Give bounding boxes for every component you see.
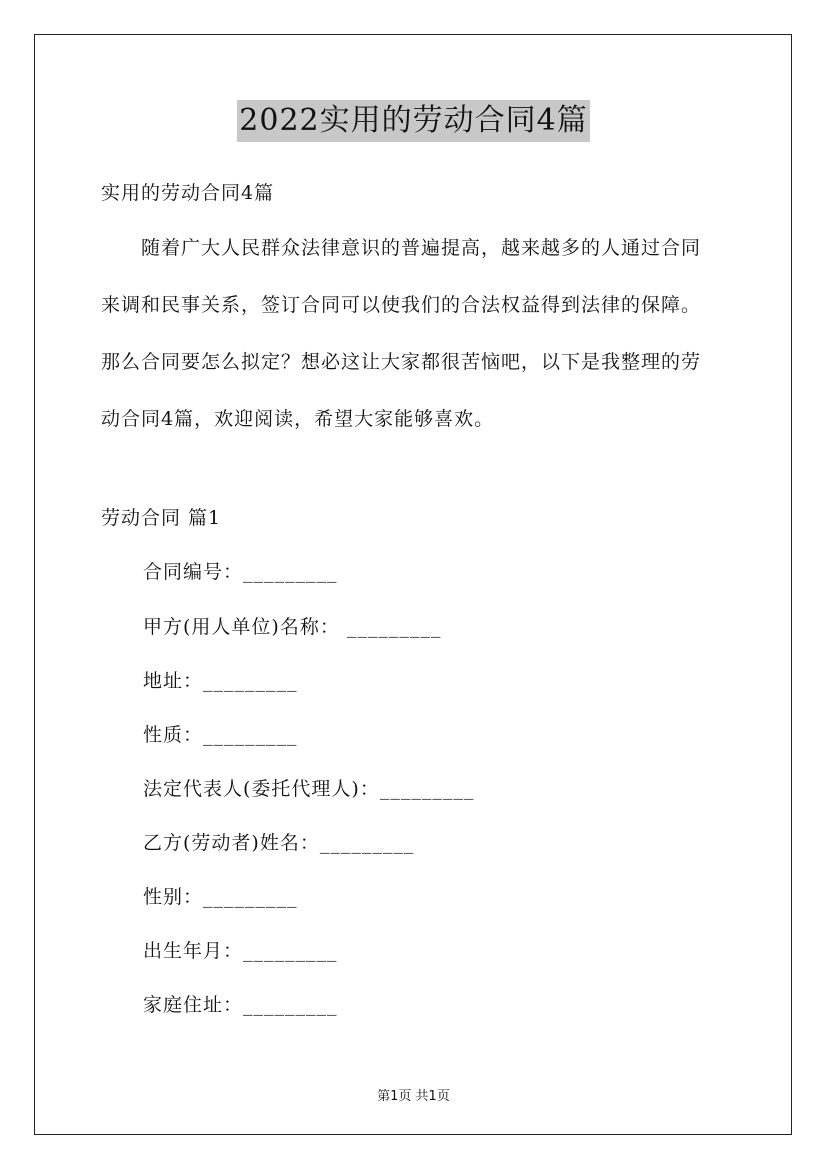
intro-line: 随着广大人民群众法律意识的普遍提高，越来越多的人通过合同	[141, 237, 702, 259]
document-title: 2022实用的劳动合同4篇	[237, 100, 589, 142]
page-footer: 第1页 共1页	[377, 1089, 450, 1104]
field-contract-number: 合同编号：_________	[143, 561, 338, 583]
document-subtitle: 实用的劳动合同4篇	[101, 182, 275, 204]
intro-line: 动合同4篇，欢迎阅读，希望大家能够喜欢。	[101, 408, 495, 430]
title-container	[0, 100, 827, 142]
intro-line: 来调和民事关系，签订合同可以使我们的合法权益得到法律的保障。	[101, 294, 702, 316]
intro-paragraph	[101, 233, 741, 461]
intro-line: 那么合同要怎么拟定？想必这让大家都很苦恼吧，以下是我整理的劳	[101, 351, 702, 373]
field-gender: 性别：_________	[143, 886, 298, 908]
field-employee-name: 乙方(劳动者)姓名：_________	[143, 832, 415, 854]
section-heading: 劳动合同 篇1	[101, 507, 222, 529]
field-nature: 性质：_________	[143, 724, 298, 746]
field-home-address: 家庭住址：_________	[143, 994, 338, 1016]
field-employer-name: 甲方(用人单位)名称： _________	[143, 616, 442, 638]
field-address: 地址：_________	[143, 670, 298, 692]
field-birth-date: 出生年月：_________	[143, 940, 338, 962]
field-legal-representative: 法定代表人(委托代理人)：_________	[143, 778, 475, 800]
